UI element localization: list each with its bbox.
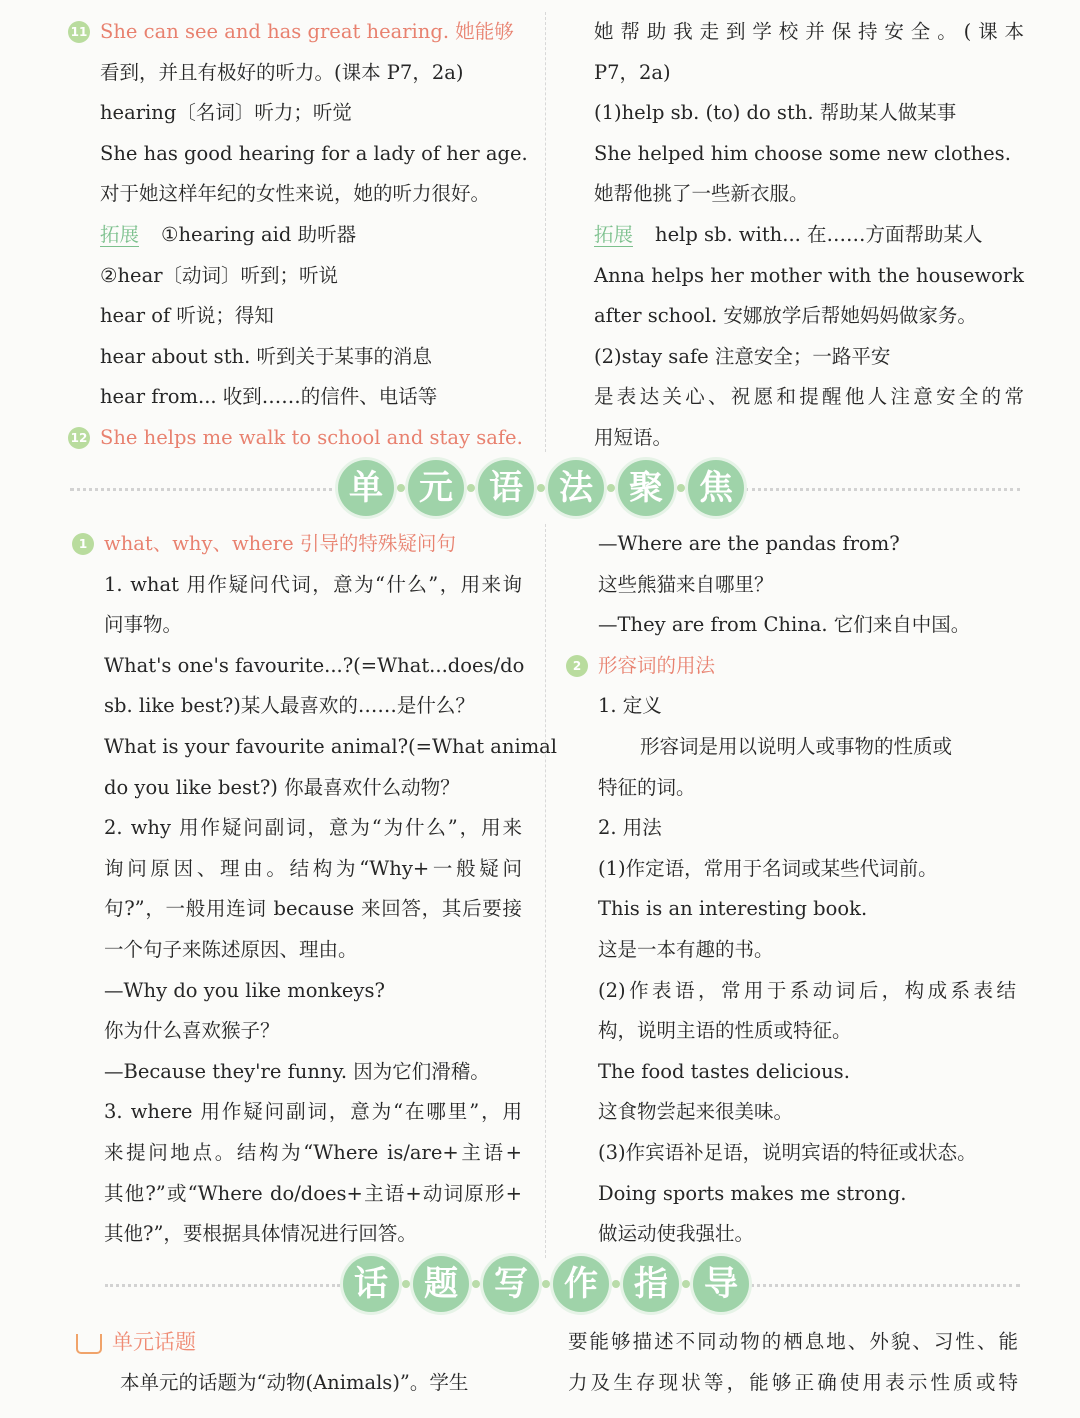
grammar-focus-banner: [0, 454, 1080, 524]
text-line: [100, 93, 525, 134]
text-line: [594, 215, 1024, 256]
text-line: [598, 808, 1016, 849]
line-text: 一个句子来陈述原因、理由。: [104, 937, 358, 961]
text-line: [104, 808, 522, 849]
banner-char: 语: [478, 460, 534, 516]
banner-char: 导: [693, 1256, 749, 1312]
line-text: 做运动使我强壮。: [598, 1222, 755, 1246]
folder-icon: [76, 1334, 102, 1354]
line-text: 这是一本有趣的书。: [598, 937, 774, 961]
line-text: What's one's favourite...?(=What...does/do: [104, 653, 525, 677]
line-text: 构，说明主语的性质或特征。: [598, 1019, 852, 1043]
text-line: [594, 134, 1024, 175]
text-line: [594, 377, 1024, 418]
text-line: [104, 768, 522, 809]
line-text: Doing sports makes me strong.: [598, 1181, 907, 1205]
text-line: [598, 930, 1016, 971]
line-text: 形容词的用法: [598, 653, 716, 677]
banner-dot: [467, 484, 475, 492]
text-line: [594, 256, 1024, 297]
grammar-left-column: [78, 524, 558, 1255]
banner-char: 写: [483, 1256, 539, 1312]
banner-char: 聚: [618, 460, 674, 516]
line-text: This is an interesting book.: [598, 897, 868, 921]
item-number-badge: 12: [68, 427, 90, 449]
extension-tag: 拓展: [100, 222, 140, 246]
text-line: [594, 418, 1024, 459]
line-text: 句?”，一般用连词 because 来回答，其后要接: [104, 897, 522, 921]
text-line: [594, 337, 1024, 378]
line-text: 用短语。: [594, 425, 673, 449]
line-text: 这食物尝起来很美味。: [598, 1100, 794, 1124]
banner-dot: [537, 484, 545, 492]
text-line: [104, 1174, 522, 1215]
line-text: 看到，并且有极好的听力。(课本 P7，2a): [100, 60, 464, 84]
text-line: [104, 605, 522, 646]
line-text: (1)作定语，常用于名词或某些代词前。: [598, 856, 938, 880]
line-text: 形容词是用以说明人或事物的性质或: [640, 734, 953, 758]
item-number-badge: 11: [68, 21, 90, 43]
line-text: (3)作宾语补足语，说明宾语的特征或状态。: [598, 1140, 977, 1164]
text-line: [598, 768, 1016, 809]
banner-char: 法: [548, 460, 604, 516]
text-line: [104, 930, 522, 971]
banner-dot: [682, 1280, 690, 1288]
line-text: sb. like best?)某人最喜欢的……是什么？: [104, 694, 475, 718]
line-text: 来提问地点。结构为“Where is/are+主语+: [104, 1140, 522, 1164]
line-text: What is your favourite animal?(=What animal: [104, 734, 558, 758]
line-text: hear of 听说；得知: [100, 304, 274, 328]
text-line: [598, 889, 1016, 930]
line-text: (1)help sb. (to) do sth. 帮助某人做某事: [594, 101, 957, 125]
item-number-badge: 2: [566, 655, 588, 677]
line-text: what、why、where 引导的特殊疑问句: [104, 532, 456, 555]
item-heading: [70, 418, 525, 459]
line-text: P7，2a): [594, 60, 671, 84]
text-line: [100, 134, 528, 175]
line-text: 她帮他挑了一些新衣服。: [594, 182, 809, 206]
banner-dot: [612, 1280, 620, 1288]
line-text: 3. where 用作疑问副词，意为“在哪里”，用: [104, 1100, 522, 1124]
line-text: (2)作表语，常用于系动词后，构成系表结: [598, 978, 1016, 1002]
text-line: [104, 646, 525, 687]
line-text: 对于她这样年纪的女性来说，她的听力很好。: [100, 182, 491, 206]
item-heading: [78, 524, 522, 565]
text-line: [598, 524, 1016, 565]
text-line: [598, 1052, 1016, 1093]
text-line: [100, 53, 525, 94]
text-line: [104, 1011, 522, 1052]
vocab-section: [0, 12, 1080, 452]
text-line: [104, 727, 558, 768]
text-line: [104, 1133, 522, 1174]
text-line: [594, 174, 1024, 215]
line-text: —Because they're funny. 因为它们滑稽。: [104, 1059, 490, 1083]
banner-dot: [472, 1280, 480, 1288]
line-text: hear about sth. 听到关于某事的消息: [100, 344, 432, 368]
item-heading: [70, 12, 525, 53]
banner-char: 题: [413, 1256, 469, 1312]
text-line: [594, 53, 1024, 94]
text-line: [598, 686, 1016, 727]
line-text: 这些熊猫来自哪里？: [598, 572, 774, 596]
line-text: hear from... 收到……的信件、电话等: [100, 385, 438, 409]
banner-char: 焦: [688, 460, 744, 516]
line-text: 是表达关心、祝愿和提醒他人注意安全的常: [594, 385, 1024, 409]
banner-dot: [402, 1280, 410, 1288]
text-line: [104, 1052, 522, 1093]
text-line: [598, 971, 1016, 1012]
line-text: —Why do you like monkeys?: [104, 978, 385, 1002]
line-text: 你为什么喜欢猴子？: [104, 1019, 280, 1043]
line-text: She helps me walk to school and stay safe.: [100, 425, 523, 449]
line-text: hearing〔名词〕听力；听觉: [100, 101, 352, 125]
banner-char: 元: [408, 460, 464, 516]
text-line: [104, 565, 522, 606]
banner-dot: [677, 484, 685, 492]
line-text: 她帮助我走到学校并保持安全。(课本: [594, 20, 1024, 43]
line-text: Anna helps her mother with the housework: [594, 263, 1024, 287]
topic-heading: 单元话题: [76, 1322, 526, 1363]
line-text: 1. 定义: [598, 694, 662, 718]
grammar-right-column: [572, 524, 1016, 1255]
banner-char: 指: [623, 1256, 679, 1312]
banner-dot: [397, 484, 405, 492]
vocab-right-column: [594, 12, 1024, 459]
banner-dot: [607, 484, 615, 492]
topic-section: [0, 1322, 1080, 1418]
text-line: [104, 1092, 522, 1133]
line-text: 问事物。: [104, 613, 183, 637]
text-line: [104, 971, 522, 1012]
grammar-section: [0, 524, 1080, 1258]
line-text: help sb. with... 在……方面帮助某人: [655, 222, 983, 246]
topic-text-line: 本单元的话题为“动物(Animals)”。学生: [120, 1370, 469, 1394]
line-text: 其他?”或“Where do/does+主语+动词原形+: [104, 1181, 522, 1205]
text-line: [598, 1011, 1016, 1052]
line-text: 1. what 用作疑问代词，意为“什么”，用来询: [104, 572, 522, 596]
text-line: [598, 565, 1016, 606]
line-text: The food tastes delicious.: [598, 1059, 850, 1083]
text-line: [598, 605, 1016, 646]
text-line: [594, 12, 1024, 53]
text-line: [598, 849, 1016, 890]
line-text: 2. why 用作疑问副词，意为“为什么”，用来: [104, 816, 522, 840]
line-text: She can see and has great hearing. 她能够: [100, 20, 514, 43]
line-text: 其他?”，要根据具体情况进行回答。: [104, 1222, 417, 1246]
text-line: [104, 1214, 522, 1255]
writing-guide-banner: [0, 1250, 1080, 1320]
line-text: 2. 用法: [598, 816, 662, 840]
text-line: [100, 377, 525, 418]
extension-tag: 拓展: [594, 222, 634, 246]
text-line: [104, 686, 522, 727]
text-line: [594, 93, 1024, 134]
text-line: [598, 1092, 1016, 1133]
banner-dot: [542, 1280, 550, 1288]
line-text: She helped him choose some new clothes.: [594, 141, 1011, 165]
line-text: (2)stay safe 注意安全；一路平安: [594, 344, 891, 368]
banner-char: 作: [553, 1256, 609, 1312]
text-line: [594, 296, 1024, 337]
line-text: ②hear〔动词〕听到；听说: [100, 263, 339, 287]
line-text: do you like best?) 你最喜欢什么动物？: [104, 775, 460, 799]
text-line: [100, 174, 525, 215]
text-line: [104, 889, 522, 930]
line-text: ①hearing aid 助听器: [161, 222, 357, 246]
text-line: [598, 1214, 1016, 1255]
vocab-left-column: [70, 12, 528, 459]
line-text: She has good hearing for a lady of her age.: [100, 141, 528, 165]
item-number-badge: 1: [72, 533, 94, 555]
topic-text-line: 力及生存现状等，能够正确使用表示性质或特: [568, 1370, 1018, 1394]
text-line: [100, 256, 525, 297]
banner-char: 话: [343, 1256, 399, 1312]
line-text: —They are from China. 它们来自中国。: [598, 613, 971, 637]
text-line: [100, 337, 525, 378]
line-text: —Where are the pandas from?: [598, 532, 900, 555]
text-line: [598, 727, 1016, 768]
text-line: [104, 849, 522, 890]
topic-text-line: 要能够描述不同动物的栖息地、外貌、习性、能: [568, 1330, 1018, 1353]
banner-char: 单: [338, 460, 394, 516]
line-text: 询问原因、理由。结构为“Why+一般疑问: [104, 856, 522, 880]
text-line: [100, 215, 525, 256]
text-line: [100, 296, 525, 337]
text-line: [598, 1174, 1016, 1215]
text-line: [598, 1133, 1016, 1174]
item-heading: [572, 646, 1016, 687]
line-text: after school. 安娜放学后帮她妈妈做家务。: [594, 304, 977, 328]
line-text: 特征的词。: [598, 775, 696, 799]
